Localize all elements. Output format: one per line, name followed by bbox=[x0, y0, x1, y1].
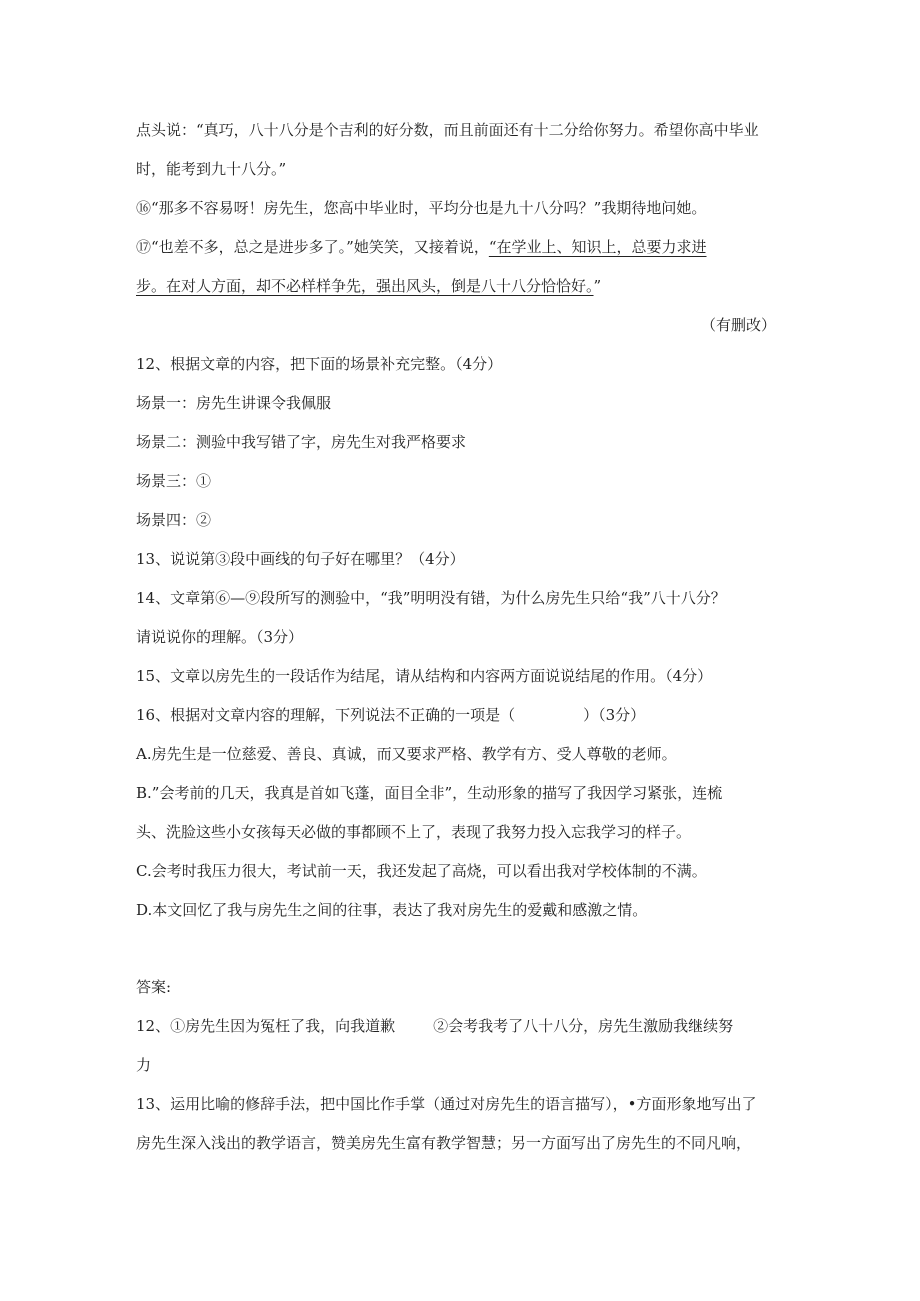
closing-quote: ” bbox=[593, 277, 602, 295]
scene-3: 场景三：① bbox=[136, 472, 212, 490]
option-a: A.房先生是一位慈爱、善良、真诚，而又要求严格、教学有方、受人尊敬的老师。 bbox=[136, 745, 677, 763]
underlined-sentence: 步。在对人方面，却不必样样争先，强出风头，倒是八十八分恰恰好。 bbox=[136, 277, 594, 295]
edit-note: （有删改） bbox=[700, 316, 776, 334]
option-c: C.会考时我压力很大，考试前一天，我还发起了高烧，可以看出我对学校体制的不满。 bbox=[136, 862, 707, 880]
option-d: D.本文回忆了我与房先生之间的往事，表达了我对房先生的爱戴和感激之情。 bbox=[136, 901, 648, 919]
answer-12-part2: ②会考我考了八十八分，房先生激励我继续努 bbox=[433, 1017, 734, 1035]
paragraph-17-text: ⑰“也差不多，总之是进步多了。”她笑笑，又接着说， bbox=[136, 238, 489, 256]
answer-13-cont: 房先生深入浅出的教学语言，赞美房先生富有教学智慧；另一方面写出了房先生的不同凡响， bbox=[136, 1134, 752, 1152]
paragraph-17-cont bbox=[136, 276, 601, 296]
scene-4: 场景四：② bbox=[136, 511, 212, 529]
paragraph-17 bbox=[136, 237, 707, 257]
question-16 bbox=[136, 705, 645, 725]
question-16-text: 16、根据对文章内容的理解，下列说法不正确的一项是（ bbox=[136, 706, 516, 724]
scene-2: 场景二：测验中我写错了字，房先生对我严格要求 bbox=[136, 433, 467, 451]
question-14: 14、文章第⑥—⑨段所写的测验中，“我”明明没有错，为什么房先生只给“我”八十八分？ bbox=[136, 589, 726, 607]
question-15: 15、文章以房先生的一段话作为结尾，请从结构和内容两方面说说结尾的作用。（4分） bbox=[136, 667, 713, 685]
scene-1: 场景一：房先生讲课令我佩服 bbox=[136, 394, 332, 412]
answer-12-cont: 力 bbox=[136, 1056, 152, 1074]
option-b-cont: 头、洗脸这些小女孩每天必做的事都顾不上了，表现了我努力投入忘我学习的样子。 bbox=[136, 823, 692, 841]
answer-13: 13、运用比喻的修辞手法，把中国比作手掌（通过对房先生的语言描写），•方面形象地写出了 bbox=[136, 1095, 757, 1113]
answer-12-part1: 12、①房先生因为冤枉了我，向我道歉 bbox=[136, 1017, 396, 1035]
question-12: 12、根据文章的内容，把下面的场景补充完整。（4分） bbox=[136, 355, 503, 373]
passage-line: 时，能考到九十八分。” bbox=[136, 160, 287, 178]
question-14-cont: 请说说你的理解。（3分） bbox=[136, 628, 304, 646]
question-13: 13、说说第③段中画线的句子好在哪里？（4分） bbox=[136, 550, 465, 568]
passage-line: 点头说：“真巧，八十八分是个吉利的好分数，而且前面还有十二分给你努力。希望你高中毕业 bbox=[136, 121, 759, 139]
underlined-sentence: “在学业上、知识上，总要力求进 bbox=[488, 238, 707, 256]
answer-12 bbox=[136, 1016, 733, 1036]
option-b: B.”会考前的几天，我真是首如飞蓬，面目全非”，生动形象的描写了我因学习紧张，连梳 bbox=[136, 784, 723, 802]
question-16-score: ）（3分） bbox=[583, 706, 646, 724]
answers-title: 答案: bbox=[136, 978, 172, 996]
paragraph-16: ⑯“那多不容易呀！房先生，您高中毕业时，平均分也是九十八分吗？”我期待地问她。 bbox=[136, 199, 707, 217]
